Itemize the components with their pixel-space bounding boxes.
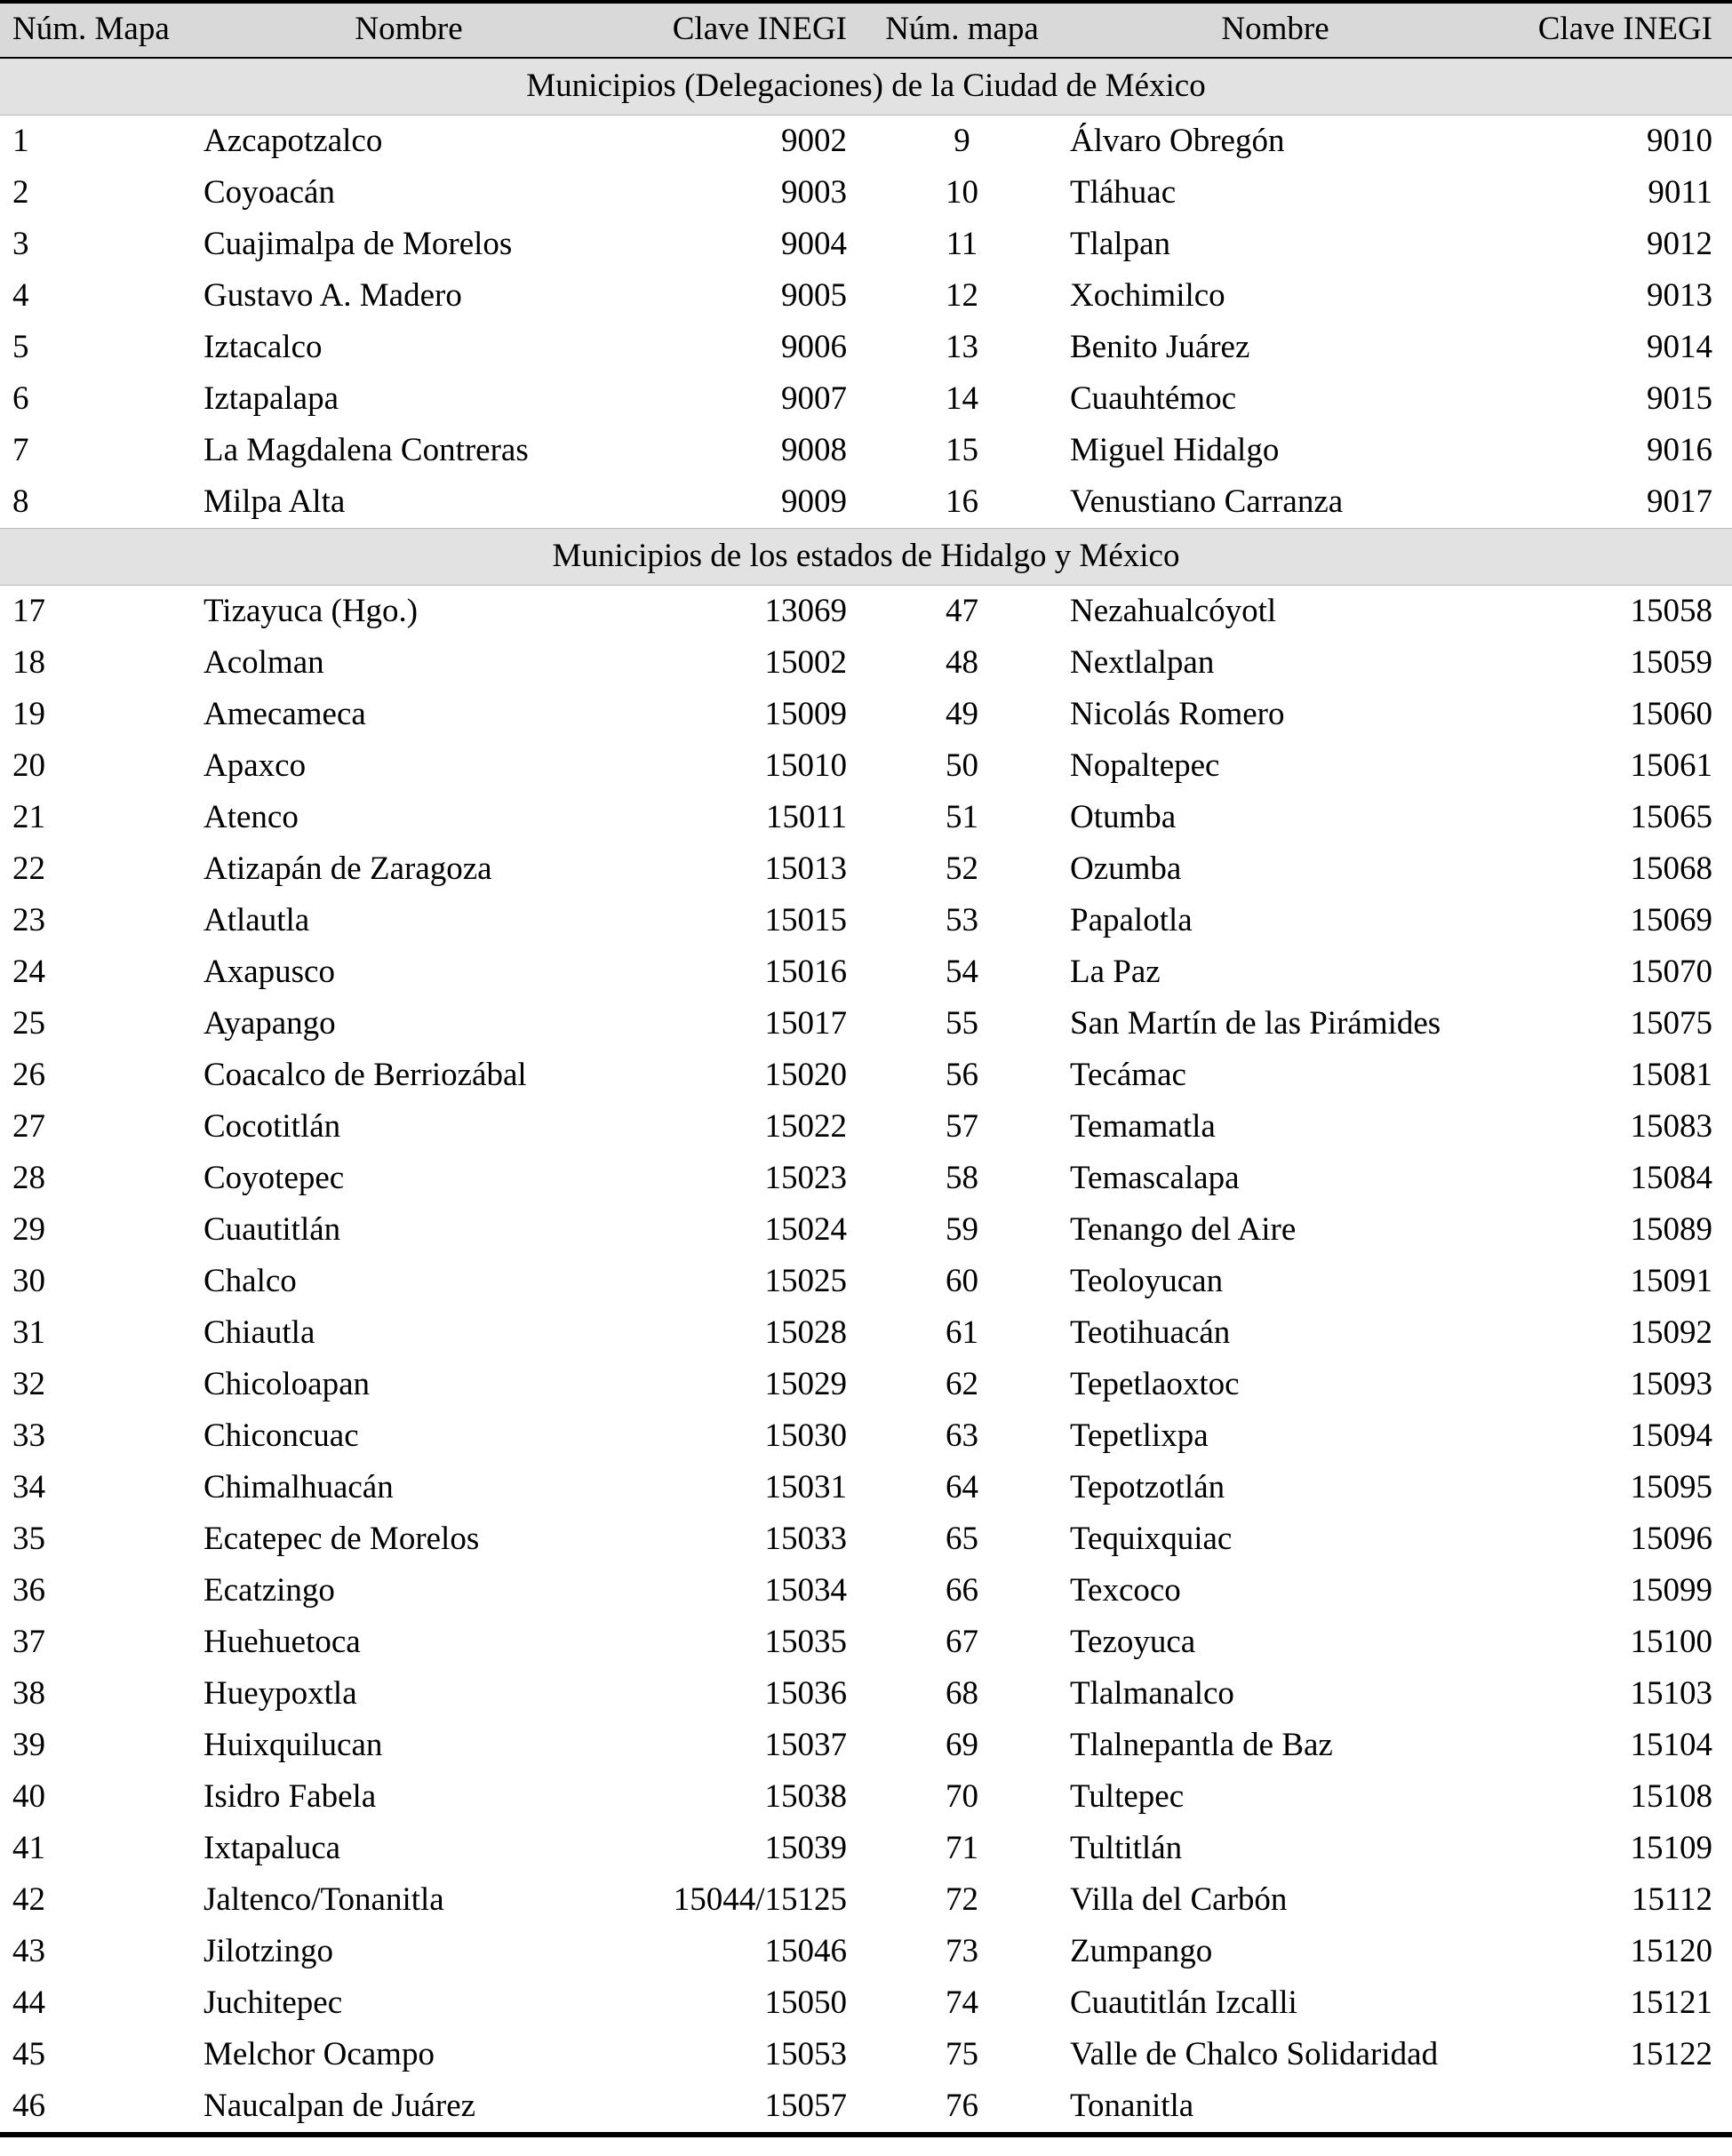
cell-nombre-left: Atenco xyxy=(204,799,299,835)
cell-num-mapa-left: 25 xyxy=(12,1005,45,1042)
cell-nombre-left: Ecatepec de Morelos xyxy=(204,1521,480,1557)
cell-nombre-right: Otumba xyxy=(1070,799,1177,835)
table-row xyxy=(0,1771,1732,1823)
table-body xyxy=(0,58,1732,2132)
cell-nombre-right: Miguel Hidalgo xyxy=(1070,432,1280,468)
cell-nombre-left: Tizayuca (Hgo.) xyxy=(204,593,419,629)
cell-num-mapa-right: 9 xyxy=(954,123,970,159)
table-row xyxy=(0,740,1732,792)
section-title: Municipios de los estados de Hidalgo y México xyxy=(0,529,1732,586)
cell-num-mapa-right: 66 xyxy=(946,1572,978,1609)
cell-nombre-left: Huixquilucan xyxy=(204,1727,383,1763)
cell-nombre-right: Tultepec xyxy=(1070,1778,1185,1815)
cell-clave-inegi-right: 9017 xyxy=(1647,483,1712,520)
cell-nombre-left: Jilotzingo xyxy=(204,1933,333,1969)
cell-nombre-right: Venustiano Carranza xyxy=(1070,483,1344,520)
cell-clave-inegi-right: 15095 xyxy=(1630,1469,1712,1505)
cell-num-mapa-left: 31 xyxy=(12,1314,45,1351)
cell-nombre-left: Hueypoxtla xyxy=(204,1675,357,1712)
cell-nombre-left: Ixtapaluca xyxy=(204,1830,341,1866)
cell-clave-inegi-right: 15094 xyxy=(1630,1417,1712,1454)
cell-num-mapa-left: 34 xyxy=(12,1469,45,1505)
cell-clave-inegi-left: 15029 xyxy=(764,1366,847,1402)
cell-clave-inegi-right: 15069 xyxy=(1630,902,1712,938)
cell-clave-inegi-left: 15050 xyxy=(764,1984,847,2021)
cell-nombre-left: Cocotitlán xyxy=(204,1108,341,1145)
cell-num-mapa-right: 54 xyxy=(946,954,978,990)
cell-nombre-left: Jaltenco/Tonanitla xyxy=(204,1881,444,1918)
cell-clave-inegi-left: 15028 xyxy=(764,1314,847,1351)
cell-num-mapa-left: 41 xyxy=(12,1830,45,1866)
cell-nombre-left: La Magdalena Contreras xyxy=(204,432,529,468)
cell-clave-inegi-right: 9012 xyxy=(1647,226,1712,262)
cell-clave-inegi-right: 15121 xyxy=(1630,1984,1712,2021)
cell-num-mapa-right: 62 xyxy=(946,1366,978,1402)
cell-clave-inegi-left: 15046 xyxy=(764,1933,847,1969)
table-row xyxy=(0,1462,1732,1513)
cell-num-mapa-left: 19 xyxy=(12,696,45,732)
table-row xyxy=(0,425,1732,476)
cell-clave-inegi-left: 9003 xyxy=(781,174,847,211)
cell-nombre-right: Tepetlaoxtoc xyxy=(1070,1366,1240,1402)
cell-clave-inegi-right: 15103 xyxy=(1630,1675,1712,1712)
cell-clave-inegi-right: 15099 xyxy=(1630,1572,1712,1609)
cell-num-mapa-right: 74 xyxy=(946,1984,978,2021)
cell-clave-inegi-left: 15030 xyxy=(764,1417,847,1454)
cell-num-mapa-right: 65 xyxy=(946,1521,978,1557)
cell-nombre-left: Atlautla xyxy=(204,902,310,938)
cell-clave-inegi-left: 15024 xyxy=(764,1211,847,1248)
table-row xyxy=(0,1720,1732,1771)
cell-num-mapa-left: 30 xyxy=(12,1263,45,1299)
cell-num-mapa-right: 69 xyxy=(946,1727,978,1763)
column-header-nombre-left: Nombre xyxy=(191,2,627,58)
cell-clave-inegi-left: 15038 xyxy=(764,1778,847,1815)
cell-nombre-right: Tonanitla xyxy=(1070,2088,1194,2124)
table-row xyxy=(0,998,1732,1050)
cell-num-mapa-right: 52 xyxy=(946,850,978,887)
cell-nombre-right: Tlalmanalco xyxy=(1070,1675,1234,1712)
cell-clave-inegi-right: 15112 xyxy=(1631,1881,1712,1918)
section-header-row xyxy=(0,58,1732,116)
cell-nombre-right: Texcoco xyxy=(1070,1572,1181,1609)
cell-clave-inegi-right: 9015 xyxy=(1647,380,1712,417)
cell-nombre-right: Tlalnepantla de Baz xyxy=(1070,1727,1333,1763)
cell-nombre-right: Temascalapa xyxy=(1070,1160,1240,1196)
cell-num-mapa-left: 22 xyxy=(12,850,45,887)
cell-clave-inegi-left: 15037 xyxy=(764,1727,847,1763)
cell-clave-inegi-left: 15036 xyxy=(764,1675,847,1712)
cell-num-mapa-left: 17 xyxy=(12,593,45,629)
table-row xyxy=(0,1204,1732,1256)
cell-nombre-right: Nezahualcóyotl xyxy=(1070,593,1277,629)
cell-nombre-left: Chiconcuac xyxy=(204,1417,359,1454)
cell-clave-inegi-left: 15011 xyxy=(765,799,847,835)
table-row xyxy=(0,1359,1732,1410)
section-title: Municipios (Delegaciones) de la Ciudad de México xyxy=(0,58,1732,116)
table-row xyxy=(0,1823,1732,1874)
cell-num-mapa-left: 7 xyxy=(12,432,29,468)
cell-num-mapa-right: 61 xyxy=(946,1314,978,1351)
cell-num-mapa-left: 3 xyxy=(12,226,29,262)
cell-num-mapa-right: 11 xyxy=(946,226,978,262)
table-row xyxy=(0,1307,1732,1359)
table-row xyxy=(0,1977,1732,2029)
cell-num-mapa-left: 36 xyxy=(12,1572,45,1609)
cell-num-mapa-left: 38 xyxy=(12,1675,45,1712)
cell-num-mapa-right: 72 xyxy=(946,1881,978,1918)
column-header-num-mapa-left: Núm. Mapa xyxy=(0,2,191,58)
cell-clave-inegi-right: 9011 xyxy=(1648,174,1712,211)
table-row xyxy=(0,1256,1732,1307)
cell-nombre-right: Nextlalpan xyxy=(1070,644,1215,681)
cell-nombre-right: Tlalpan xyxy=(1070,226,1171,262)
cell-nombre-left: Chalco xyxy=(204,1263,297,1299)
cell-nombre-right: Tecámac xyxy=(1070,1057,1186,1093)
cell-nombre-left: Atizapán de Zaragoza xyxy=(204,850,492,887)
table-row xyxy=(0,1668,1732,1720)
cell-num-mapa-right: 63 xyxy=(946,1417,978,1454)
cell-num-mapa-right: 67 xyxy=(946,1624,978,1660)
table-row xyxy=(0,219,1732,270)
cell-nombre-right: Temamatla xyxy=(1070,1108,1216,1145)
cell-clave-inegi-left: 13069 xyxy=(764,593,847,629)
cell-num-mapa-left: 27 xyxy=(12,1108,45,1145)
table-row xyxy=(0,2029,1732,2080)
cell-clave-inegi-left: 15015 xyxy=(764,902,847,938)
cell-clave-inegi-left: 15009 xyxy=(764,696,847,732)
cell-num-mapa-left: 4 xyxy=(12,277,29,314)
cell-clave-inegi-left: 15023 xyxy=(764,1160,847,1196)
cell-nombre-left: Cuajimalpa de Morelos xyxy=(204,226,513,262)
cell-nombre-left: Juchitepec xyxy=(204,1984,343,2021)
cell-nombre-right: Tultitlán xyxy=(1070,1830,1183,1866)
cell-num-mapa-right: 50 xyxy=(946,747,978,784)
table-row xyxy=(0,895,1732,946)
cell-clave-inegi-right: 15083 xyxy=(1630,1108,1712,1145)
cell-nombre-right: Nicolás Romero xyxy=(1070,696,1285,732)
table-row xyxy=(0,1926,1732,1977)
cell-clave-inegi-left: 9004 xyxy=(781,226,847,262)
cell-clave-inegi-right: 15059 xyxy=(1630,644,1712,681)
cell-clave-inegi-right: 15108 xyxy=(1630,1778,1712,1815)
cell-num-mapa-right: 75 xyxy=(946,2036,978,2072)
cell-clave-inegi-left: 9007 xyxy=(781,380,847,417)
column-header-nombre-right: Nombre xyxy=(1058,2,1493,58)
cell-nombre-right: Nopaltepec xyxy=(1070,747,1220,784)
cell-num-mapa-right: 48 xyxy=(946,644,978,681)
cell-num-mapa-left: 29 xyxy=(12,1211,45,1248)
cell-nombre-right: Valle de Chalco Solidaridad xyxy=(1070,2036,1439,2072)
table-bottom-rule xyxy=(0,2132,1732,2137)
cell-num-mapa-left: 26 xyxy=(12,1057,45,1093)
cell-num-mapa-left: 33 xyxy=(12,1417,45,1454)
cell-clave-inegi-right: 15093 xyxy=(1630,1366,1712,1402)
cell-clave-inegi-right: 15068 xyxy=(1630,850,1712,887)
cell-clave-inegi-right: 15092 xyxy=(1630,1314,1712,1351)
cell-nombre-left: Coacalco de Berriozábal xyxy=(204,1057,527,1093)
cell-nombre-left: Apaxco xyxy=(204,747,307,784)
cell-clave-inegi-right: 15091 xyxy=(1630,1263,1712,1299)
table-row xyxy=(0,476,1732,529)
cell-clave-inegi-left: 15017 xyxy=(764,1005,847,1042)
cell-num-mapa-left: 1 xyxy=(12,123,29,159)
cell-num-mapa-right: 59 xyxy=(946,1211,978,1248)
table-row xyxy=(0,1513,1732,1565)
column-header-clave-inegi-right: Clave INEGI xyxy=(1493,2,1732,58)
cell-num-mapa-left: 5 xyxy=(12,329,29,365)
table-header xyxy=(0,2,1732,58)
cell-num-mapa-left: 45 xyxy=(12,2036,45,2072)
cell-num-mapa-right: 53 xyxy=(946,902,978,938)
cell-num-mapa-right: 70 xyxy=(946,1778,978,1815)
cell-nombre-left: Amecameca xyxy=(204,696,366,732)
table-row xyxy=(0,116,1732,168)
cell-num-mapa-left: 6 xyxy=(12,380,29,417)
cell-num-mapa-left: 46 xyxy=(12,2088,45,2124)
cell-num-mapa-right: 58 xyxy=(946,1160,978,1196)
cell-num-mapa-left: 32 xyxy=(12,1366,45,1402)
cell-num-mapa-left: 23 xyxy=(12,902,45,938)
cell-num-mapa-right: 60 xyxy=(946,1263,978,1299)
cell-nombre-right: Tequixquiac xyxy=(1070,1521,1233,1557)
cell-nombre-right: Tenango del Aire xyxy=(1070,1211,1297,1248)
cell-nombre-right: Villa del Carbón xyxy=(1070,1881,1288,1918)
cell-nombre-left: Huehuetoca xyxy=(204,1624,361,1660)
cell-clave-inegi-left: 15053 xyxy=(764,2036,847,2072)
cell-nombre-right: Xochimilco xyxy=(1070,277,1225,314)
cell-clave-inegi-right: 15100 xyxy=(1630,1624,1712,1660)
cell-clave-inegi-left: 9009 xyxy=(781,483,847,520)
cell-nombre-left: Ecatzingo xyxy=(204,1572,335,1609)
cell-num-mapa-left: 37 xyxy=(12,1624,45,1660)
cell-num-mapa-right: 57 xyxy=(946,1108,978,1145)
cell-num-mapa-right: 14 xyxy=(946,380,978,417)
cell-clave-inegi-right: 15061 xyxy=(1630,747,1712,784)
table-row xyxy=(0,1874,1732,1926)
table-row xyxy=(0,1565,1732,1617)
cell-num-mapa-right: 10 xyxy=(946,174,978,211)
cell-clave-inegi-right: 15070 xyxy=(1630,954,1712,990)
cell-nombre-right: Tezoyuca xyxy=(1070,1624,1196,1660)
cell-clave-inegi-right: 15109 xyxy=(1630,1830,1712,1866)
cell-clave-inegi-right xyxy=(1493,2080,1732,2132)
cell-clave-inegi-left: 9005 xyxy=(781,277,847,314)
cell-num-mapa-left: 39 xyxy=(12,1727,45,1763)
cell-num-mapa-left: 40 xyxy=(12,1778,45,1815)
table-row xyxy=(0,1050,1732,1101)
table-row xyxy=(0,1101,1732,1153)
cell-clave-inegi-right: 9016 xyxy=(1647,432,1712,468)
table-row xyxy=(0,1153,1732,1204)
cell-num-mapa-left: 21 xyxy=(12,799,45,835)
cell-num-mapa-right: 12 xyxy=(946,277,978,314)
cell-clave-inegi-left: 15013 xyxy=(764,850,847,887)
cell-num-mapa-right: 56 xyxy=(946,1057,978,1093)
cell-num-mapa-right: 76 xyxy=(946,2088,978,2124)
cell-num-mapa-left: 43 xyxy=(12,1933,45,1969)
section-header-row xyxy=(0,529,1732,586)
table-row xyxy=(0,946,1732,998)
table-row xyxy=(0,322,1732,373)
cell-num-mapa-right: 64 xyxy=(946,1469,978,1505)
cell-clave-inegi-right: 15104 xyxy=(1630,1727,1712,1763)
table-row xyxy=(0,689,1732,740)
cell-clave-inegi-left: 15025 xyxy=(764,1263,847,1299)
cell-clave-inegi-right: 15084 xyxy=(1630,1160,1712,1196)
cell-nombre-right: Teoloyucan xyxy=(1070,1263,1224,1299)
cell-nombre-left: Chimalhuacán xyxy=(204,1469,394,1505)
cell-clave-inegi-right: 15058 xyxy=(1630,593,1712,629)
cell-clave-inegi-left: 15039 xyxy=(764,1830,847,1866)
table-row xyxy=(0,373,1732,425)
cell-clave-inegi-left: 9002 xyxy=(781,123,847,159)
cell-num-mapa-left: 24 xyxy=(12,954,45,990)
cell-num-mapa-right: 49 xyxy=(946,696,978,732)
cell-num-mapa-left: 44 xyxy=(12,1984,45,2021)
cell-nombre-right: Teotihuacán xyxy=(1070,1314,1231,1351)
table-row xyxy=(0,843,1732,895)
cell-num-mapa-left: 8 xyxy=(12,483,29,520)
cell-nombre-right: Cuautitlán Izcalli xyxy=(1070,1984,1297,2021)
cell-nombre-left: Coyoacán xyxy=(204,174,335,211)
cell-nombre-right: San Martín de las Pirámides xyxy=(1070,1005,1441,1042)
cell-clave-inegi-left: 15022 xyxy=(764,1108,847,1145)
cell-clave-inegi-left: 15010 xyxy=(764,747,847,784)
cell-nombre-left: Ayapango xyxy=(204,1005,336,1042)
cell-nombre-left: Iztacalco xyxy=(204,329,323,365)
cell-nombre-left: Iztapalapa xyxy=(204,380,339,417)
cell-num-mapa-right: 68 xyxy=(946,1675,978,1712)
cell-clave-inegi-left: 15020 xyxy=(764,1057,847,1093)
cell-num-mapa-right: 55 xyxy=(946,1005,978,1042)
column-header-clave-inegi-left: Clave INEGI xyxy=(627,2,866,58)
cell-clave-inegi-right: 15065 xyxy=(1630,799,1712,835)
cell-nombre-right: La Paz xyxy=(1070,954,1161,990)
cell-clave-inegi-right: 15060 xyxy=(1630,696,1712,732)
cell-num-mapa-left: 42 xyxy=(12,1881,45,1918)
cell-clave-inegi-right: 15120 xyxy=(1630,1933,1712,1969)
cell-nombre-right: Tepotzotlán xyxy=(1070,1469,1225,1505)
table-row xyxy=(0,586,1732,638)
cell-clave-inegi-left: 9006 xyxy=(781,329,847,365)
cell-clave-inegi-left: 15031 xyxy=(764,1469,847,1505)
cell-clave-inegi-right: 15096 xyxy=(1630,1521,1712,1557)
cell-clave-inegi-left: 15033 xyxy=(764,1521,847,1557)
cell-clave-inegi-left: 15057 xyxy=(764,2088,847,2124)
cell-clave-inegi-left: 15034 xyxy=(764,1572,847,1609)
table-row xyxy=(0,637,1732,689)
cell-nombre-left: Azcapotzalco xyxy=(204,123,383,159)
table-row xyxy=(0,2080,1732,2132)
cell-clave-inegi-right: 9014 xyxy=(1647,329,1712,365)
cell-nombre-left: Chicoloapan xyxy=(204,1366,371,1402)
cell-num-mapa-right: 51 xyxy=(946,799,978,835)
cell-nombre-right: Álvaro Obregón xyxy=(1070,123,1285,159)
cell-nombre-right: Zumpango xyxy=(1070,1933,1213,1969)
cell-nombre-right: Tláhuac xyxy=(1070,174,1177,211)
table-row xyxy=(0,792,1732,843)
cell-nombre-left: Gustavo A. Madero xyxy=(204,277,462,314)
cell-nombre-right: Cuauhtémoc xyxy=(1070,380,1237,417)
cell-clave-inegi-right: 9010 xyxy=(1647,123,1712,159)
cell-num-mapa-right: 47 xyxy=(946,593,978,629)
cell-nombre-left: Axapusco xyxy=(204,954,335,990)
cell-nombre-left: Coyotepec xyxy=(204,1160,345,1196)
cell-nombre-left: Chiautla xyxy=(204,1314,315,1351)
cell-num-mapa-left: 35 xyxy=(12,1521,45,1557)
cell-clave-inegi-right: 15075 xyxy=(1630,1005,1712,1042)
cell-clave-inegi-left: 15016 xyxy=(764,954,847,990)
cell-num-mapa-right: 16 xyxy=(946,483,978,520)
cell-clave-inegi-left: 9008 xyxy=(781,432,847,468)
cell-num-mapa-right: 71 xyxy=(946,1830,978,1866)
cell-clave-inegi-right: 9013 xyxy=(1647,277,1712,314)
column-header-num-mapa-right: Núm. mapa xyxy=(866,2,1058,58)
cell-clave-inegi-left: 15002 xyxy=(764,644,847,681)
cell-num-mapa-left: 2 xyxy=(12,174,29,211)
cell-num-mapa-right: 73 xyxy=(946,1933,978,1969)
cell-nombre-left: Isidro Fabela xyxy=(204,1778,377,1815)
cell-clave-inegi-right: 15081 xyxy=(1630,1057,1712,1093)
cell-num-mapa-right: 13 xyxy=(946,329,978,365)
cell-nombre-left: Melchor Ocampo xyxy=(204,2036,435,2072)
table-row xyxy=(0,1617,1732,1668)
cell-num-mapa-right: 15 xyxy=(946,432,978,468)
cell-clave-inegi-right: 15089 xyxy=(1630,1211,1712,1248)
cell-nombre-left: Cuautitlán xyxy=(204,1211,341,1248)
cell-nombre-right: Benito Juárez xyxy=(1070,329,1250,365)
cell-nombre-left: Milpa Alta xyxy=(204,483,346,520)
cell-num-mapa-left: 20 xyxy=(12,747,45,784)
cell-nombre-right: Ozumba xyxy=(1070,850,1182,887)
cell-num-mapa-left: 28 xyxy=(12,1160,45,1196)
cell-nombre-left: Naucalpan de Juárez xyxy=(204,2088,476,2124)
cell-clave-inegi-right: 15122 xyxy=(1630,2036,1712,2072)
cell-nombre-left: Acolman xyxy=(204,644,324,681)
cell-clave-inegi-left: 15044/15125 xyxy=(673,1881,847,1918)
cell-nombre-right: Tepetlixpa xyxy=(1070,1417,1209,1454)
cell-nombre-right: Papalotla xyxy=(1070,902,1193,938)
table-row xyxy=(0,270,1732,322)
table-row xyxy=(0,1410,1732,1462)
header-row xyxy=(0,2,1732,58)
table-row xyxy=(0,167,1732,219)
cell-clave-inegi-left: 15035 xyxy=(764,1624,847,1660)
cell-num-mapa-left: 18 xyxy=(12,644,45,681)
